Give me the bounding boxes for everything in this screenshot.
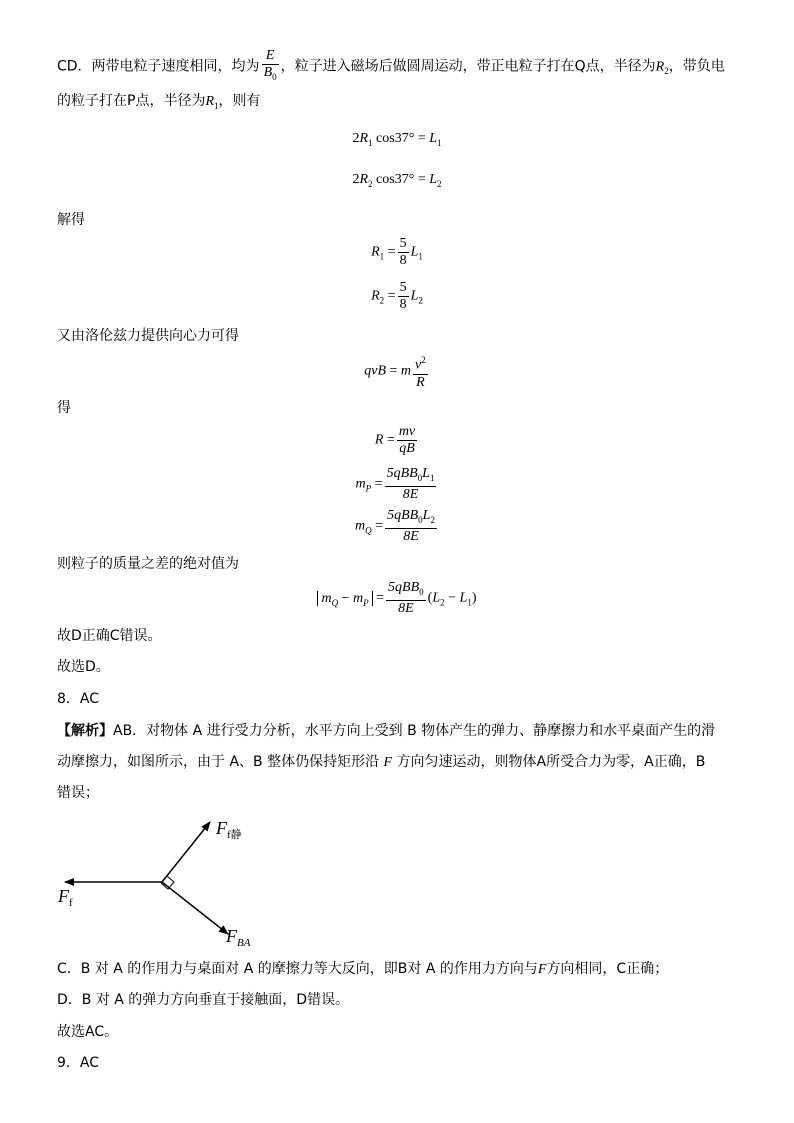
label-ba-force: $F_{BA}$ (226, 926, 251, 949)
equation-r1: $R_1$ = $\frac{5}{8}$ $L_1$ (371, 236, 423, 268)
answer-select-d: 故选D。 (57, 659, 110, 675)
mass-diff-text: 则粒子的质量之差的绝对值为 (57, 556, 239, 572)
de-label: 得 (57, 400, 71, 416)
equation-mq: $m_Q$ = $\frac{5qBB_0L_2}{8E}$ (355, 508, 435, 544)
equation-1: $2R_1$ $\cos 37^\circ = L_1$ (352, 131, 442, 148)
q8-analysis-line3: 错误； (57, 785, 99, 801)
conclusion-d: 故D正确C错误。 (57, 628, 162, 644)
equation-2: $2R_2$ $\cos 37^\circ = L_2$ (352, 172, 442, 189)
force-diagram (50, 810, 310, 950)
q8-option-c: C．B 对 A 的作用力与桌面对 A 的摩擦力等大反向，即B对 A 的作用力方向与F方向相同，C正确； (57, 961, 669, 977)
question-8-answer: 8．AC (57, 691, 100, 707)
q8-analysis-line1: 【解析】AB．对物体 A 进行受力分析，水平方向上受到 B 物体产生的弹力、静摩擦力和水平桌面产生的滑 (57, 723, 716, 739)
answer-select-ac: 故选AC。 (57, 1024, 119, 1040)
q8-option-d: D．B 对 A 的弹力方向垂直于接触面，D错误。 (57, 992, 350, 1008)
label-friction: $F_f$ (58, 886, 73, 909)
equation-mass-diff: $m_Q - m_P$ = $\frac{5qBB_0}{8E}$ $(L_2 - L_1)$ (0, 580, 794, 617)
paragraph-p-point: 的粒子打在P点，半径为$R_1$，则有 (57, 93, 261, 111)
static-friction-arrow (162, 822, 210, 882)
solve-label: 解得 (57, 212, 85, 228)
ba-force-arrow (162, 882, 228, 934)
equation-r2: $R_2$ = $\frac{5}{8}$ $L_2$ (371, 280, 423, 312)
equation-radius: R = $\frac{mv}{qB}$ (374, 424, 416, 456)
paragraph-cd-intro: CD．两带电粒子速度相同，均为 $\frac{E}{B_0}$ ，粒子进入磁场后做圆周运动，带正电粒子打在Q点，半径为$R_2$，带负电 (57, 48, 725, 85)
equation-mp: $m_P$ = $\frac{5qBB_0L_1}{8E}$ (355, 466, 435, 502)
label-static-friction: $F_{f静}$ (216, 818, 242, 841)
lorentz-text: 又由洛伦兹力提供向心力可得 (57, 328, 239, 344)
question-9-answer: 9．AC (57, 1055, 100, 1071)
fraction-e-over-b0: $\frac{E}{B_0}$ (262, 48, 279, 85)
equation-lorentz: qvB = m $\frac{v^2}{R}$ (364, 355, 426, 390)
q8-analysis-line2: 动摩擦力，如图所示，由于 A、B 整体仍保持矩形沿 F 方向匀速运动，则物体A所受合力为零，A正确，B (57, 754, 706, 770)
